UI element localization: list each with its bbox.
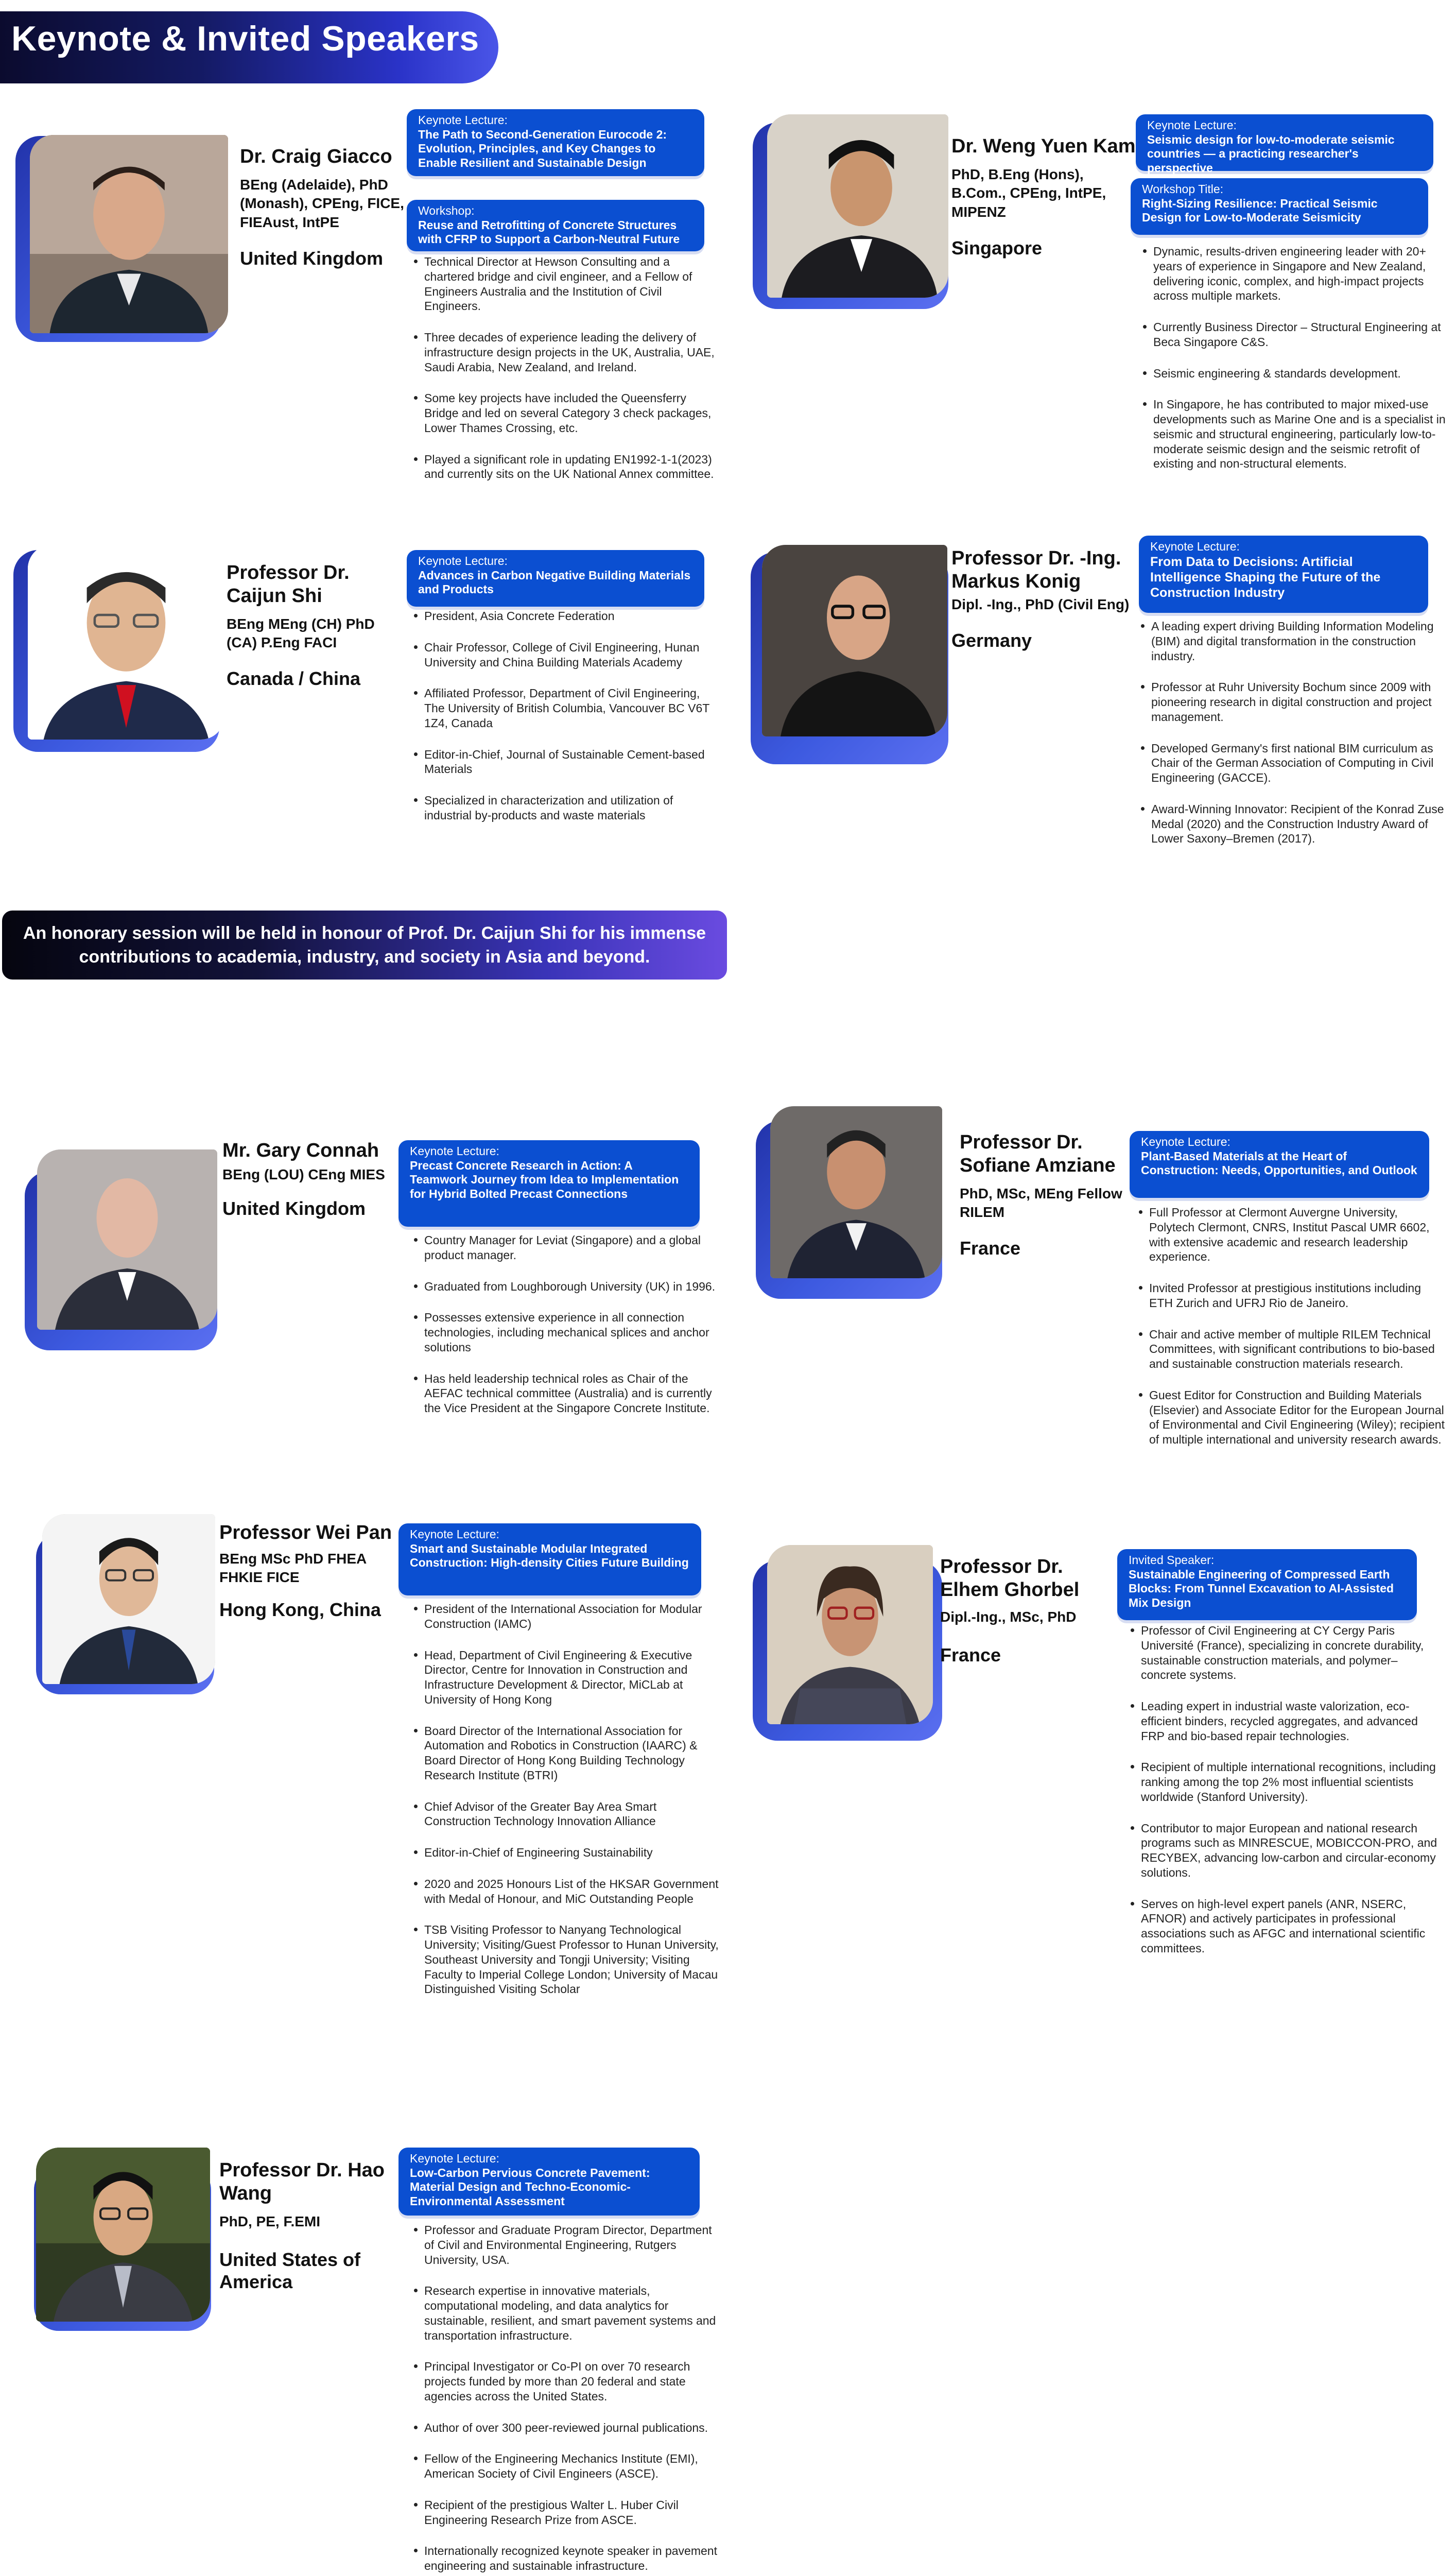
page-title: Keynote & Invited Speakers [11,19,479,58]
bio-item: Chief Advisor of the Greater Bay Area Smart Construction Technology Innovation Alliance [424,1799,720,1829]
talk-title: From Data to Decisions: Artificial Intelligence Shaping the Future of the Construction Industry [1150,554,1381,600]
talk-title: Right-Sizing Resilience: Practical Seismic Design for Low-to-Moderate Seismicity [1142,196,1378,225]
bio-item: President of the International Association for Modular Construction (IAMC) [424,1602,720,1632]
bio-list [412,609,723,839]
speaker-country: Canada / China [227,668,361,690]
bio-item: Recipient of multiple international recognitions, including ranking among the top 2% most influential scientists worldwide (Stanford University). [1141,1760,1442,1804]
bio-item: 2020 and 2025 Honours List of the HKSAR Government with Medal of Honour, and MiC Outstanding People [424,1877,720,1907]
bio-item: Recipient of the prestigious Walter L. Huber Civil Engineering Research Prize from ASCE. [424,2498,718,2528]
bio-item: Three decades of experience leading the delivery of infrastructure design projects in the UK, Australia, UAE, Saudi Arabia, New Zealand, and Ireland. [424,330,720,374]
speaker-name: Professor Dr. Sofiane Amziane [960,1131,1116,1176]
talk-kind: Keynote Lecture: [410,1527,499,1541]
bio-item: In Singapore, he has contributed to major mixed-use developments such as Marine One and is a specialist in seismic and structural engineering, particularly low-to-moderate seismic design and the seismic retrofit of existing and non-structural elements. [1153,397,1449,471]
bio-item: Professor of Civil Engineering at CY Cergy Paris Université (France), specializing in concrete durability, sustainable construction materials, and polymer–concrete systems. [1141,1623,1442,1683]
talk-box [398,2148,700,2216]
speaker-photo [762,545,947,736]
talk-box [1117,1549,1417,1620]
speaker-credentials: Dipl.-Ing., MSc, PhD [940,1608,1077,1625]
speaker-credentials: PhD, B.Eng (Hons), B.Com., CPEng, IntPE, MIPENZ [951,166,1106,220]
bio-list [412,1602,720,2013]
bio-item: Guest Editor for Construction and Building Materials (Elsevier) and Associate Editor for the European Journal of Environmental and Civil Engineering (Wiley); recipient of multiple international and university research awards. [1149,1388,1445,1446]
bio-item: Fellow of the Engineering Mechanics Institute (EMI), American Society of Civil Engineers (ASCE). [424,2451,718,2481]
talk-kind: Invited Speaker: [1129,1553,1215,1567]
speaker-photo [770,1106,942,1278]
bio-item: Dynamic, results-driven engineering leader with 20+ years of experience in Singapore and New Zealand, delivering iconic, complex, and high-impact projects across multiple markets. [1153,244,1449,303]
bio-item: Award-Winning Innovator: Recipient of the Konrad Zuse Medal (2020) and the Construction Industry Award of Lower Saxony–Bremen (2017). [1151,802,1444,846]
talk-box [398,1140,700,1227]
speaker-country: France [960,1238,1021,1259]
bio-item: A leading expert driving Building Information Modeling (BIM) and digital transformation in the construction industry. [1151,619,1445,663]
bio-item: Internationally recognized keynote speaker in pavement engineering and sustainable infrastructure. [424,2544,717,2572]
bio-item: Chair Professor, College of Civil Engineering, Hunan University and China Building Materials Academy [424,640,723,670]
bio-item: Graduated from Loughborough University (UK) in 1996. [424,1279,718,1294]
speaker-country: United Kingdom [222,1198,366,1220]
bio-list [412,254,720,498]
bio-list [1129,1623,1442,1972]
talk-kind: Keynote Lecture: [418,113,508,127]
talk-box [407,109,704,176]
bio-item: Technical Director at Hewson Consulting and a chartered bridge and civil engineer, and a Fellow of Engineers Australia and the Institution of Civil Engineers. [424,254,720,314]
talk-box [1136,114,1433,175]
speaker-credentials: Dipl. -Ing., PhD (Civil Eng) [951,596,1130,612]
bio-item: Has held leadership technical roles as Chair of the AEFAC technical committee (Australia) and is currently the Vice President at the Singapore Concrete Institute. [424,1371,718,1416]
speaker-country: United States of America [219,2249,361,2293]
bio-item: Author of over 300 peer-reviewed journal publications. [424,2420,718,2435]
speaker-credentials: PhD, PE, F.EMI [219,2213,321,2229]
bio-list [412,2223,718,2575]
bio-item: Country Manager for Leviat (Singapore) and a global product manager. [424,1233,718,1263]
bio-item: Seismic engineering & standards development. [1153,366,1449,381]
talk-title: Reuse and Retrofitting of Concrete Structures with CFRP to Support a Carbon-Neutral Future [418,218,680,246]
bio-item: Professor at Ruhr University Bochum since 2009 with pioneering research in digital construction and project management. [1151,680,1445,724]
bio-list [1139,619,1445,863]
talk-title: Advances in Carbon Negative Building Materials and Products [418,568,691,596]
bio-item: Professor and Graduate Program Director, Department of Civil and Environmental Engineering, Rutgers University, USA. [424,2223,718,2267]
speaker-photo [767,114,948,298]
speaker-credentials: PhD, MSc, MEng Fellow RILEM [960,1185,1122,1221]
speaker-photo [37,1149,217,1330]
speaker-name: Dr. Craig Giacco [240,146,392,167]
bio-item: Possesses extensive experience in all connection technologies, including mechanical splices and anchor solutions [424,1310,718,1354]
speaker-photo [42,1514,215,1684]
speaker-credentials: BEng MEng (CH) PhD (CA) P.Eng FACI [227,615,375,651]
bio-list [412,1233,718,1432]
talk-box [1131,178,1428,235]
bio-item: Serves on high-level expert panels (ANR, NSERC, AFNOR) and actively participates in professional associations such as AFGC and international scientific committees. [1141,1897,1442,1956]
bio-item: Full Professor at Clermont Auvergne University, Polytech Clermont, CNRS, Institut Pascal UMR 6602, with extensive academic and research leadership experience. [1149,1205,1445,1264]
bio-item: Editor-in-Chief, Journal of Sustainable Cement-based Materials [424,747,723,777]
bio-item: TSB Visiting Professor to Nanyang Technological University; Visiting/Guest Professor to Hunan University, Southeast University and Tongji University; Visiting Faculty to Imperial College London; University of Macau Distinguished Visiting Scholar [424,1922,720,1997]
talk-kind: Workshop: [418,204,475,217]
speaker-photo [28,545,224,740]
talk-title: Precast Concrete Research in Action: A Teamwork Journey from Idea to Implementation for Hybrid Bolted Precast Connections [410,1158,679,1200]
speaker-country: Germany [951,630,1032,651]
talk-box [398,1523,701,1595]
talk-box [1139,536,1428,613]
honour-banner: An honorary session will be held in honour of Prof. Dr. Caijun Shi for his immense contributions to academia, industry, and society in Asia and beyond. [2,911,727,980]
bio-item: President, Asia Concrete Federation [424,609,723,624]
bio-item: Currently Business Director – Structural Engineering at Beca Singapore C&S. [1153,320,1449,350]
speaker-name: Professor Dr. Hao Wang [219,2159,385,2204]
talk-title: Seismic design for low-to-moderate seismic countries — a practicing researcher's perspective [1147,132,1395,175]
speaker-photo [36,2148,210,2322]
talk-title: The Path to Second-Generation Eurocode 2: Evolution, Principles, and Key Changes to Enable Resilient and Sustainable Design [418,127,667,169]
speaker-credentials: BEng (LOU) CEng MIES [222,1166,385,1182]
speaker-name: Professor Dr. -Ing. Markus Konig [951,547,1121,592]
talk-kind: Keynote Lecture: [1147,118,1237,132]
speaker-credentials: BEng (Adelaide), PhD (Monash), CPEng, FICE, FIEAust, IntPE [240,176,404,230]
speaker-country: Singapore [951,237,1043,259]
bio-item: Principal Investigator or Co-PI on over 70 research projects funded by more than 20 federal and state agencies across the United States. [424,2359,718,2404]
speaker-country: France [940,1644,1001,1666]
bio-item: Chair and active member of multiple RILEM Technical Committees, with significant contributions to bio-based and sustainable construction materials research. [1149,1327,1445,1371]
bio-item: Affiliated Professor, Department of Civil Engineering, The University of British Columbia, Vancouver BC V6T 1Z4, Canada [424,686,723,730]
bio-item: Some key projects have included the Queensferry Bridge and led on several Category 3 check packages, Lower Thames Crossing, etc. [424,391,720,435]
talk-kind: Keynote Lecture: [418,554,508,568]
talk-kind: Workshop Title: [1142,182,1224,196]
speaker-photo [767,1545,933,1724]
bio-item: Contributor to major European and national research programs such as MINRESCUE, MOBICCON-PRO, and RECYBEX, advancing low-carbon and circular-economy solutions. [1141,1821,1442,1880]
talk-box [407,200,704,251]
speaker-country: Hong Kong, China [219,1599,381,1620]
bio-item: Research expertise in innovative materials, computational modeling, and data analytics for sustainable, resilient, and smart pavement systems and transportation infrastructure. [424,2284,718,2343]
speaker-name: Professor Wei Pan [219,1522,392,1543]
bio-item: Board Director of the International Association for Automation and Robotics in Construction (IAARC) & Board Director of Hong Kong Building Technology Research Institute (BTRI) [424,1724,720,1783]
talk-kind: Keynote Lecture: [1141,1135,1230,1148]
bio-item: Invited Professor at prestigious institutions including ETH Zurich and UFRJ Rio de Janeiro. [1149,1281,1445,1311]
bio-item: Editor-in-Chief of Engineering Sustainability [424,1845,720,1860]
speaker-photo [30,135,228,333]
talk-box [407,550,704,607]
talk-title: Smart and Sustainable Modular Integrated Construction: High-density Cities Future Building [410,1541,689,1570]
bio-item: Head, Department of Civil Engineering & Executive Director, Centre for Innovation in Construction and Infrastructure Development & Director, MiCLab at University of Hong Kong [424,1648,720,1707]
talk-kind: Keynote Lecture: [1150,540,1240,553]
speaker-name: Professor Dr. Caijun Shi [227,562,350,607]
bio-list [1141,244,1449,488]
speaker-name: Professor Dr. Elhem Ghorbel [940,1556,1080,1601]
bio-item: Played a significant role in updating EN1992-1-1(2023) and currently sits on the UK National Annex committee. [424,452,720,482]
talk-title: Plant-Based Materials at the Heart of Construction: Needs, Opportunities, and Outlook [1141,1149,1417,1177]
bio-item: Developed Germany's first national BIM curriculum as Chair of the German Association of Computing in Civil Engineering (GACCE). [1151,741,1445,785]
talk-kind: Keynote Lecture: [410,1144,499,1158]
speaker-credentials: BEng MSc PhD FHEA FHKIE FICE [219,1550,367,1586]
talk-box [1130,1131,1429,1198]
speaker-name: Mr. Gary Connah [222,1140,379,1161]
talk-kind: Keynote Lecture: [410,2152,499,2165]
bio-list [1137,1205,1445,1464]
speaker-name: Dr. Weng Yuen Kam [951,135,1136,157]
speaker-country: United Kingdom [240,248,383,269]
talk-title: Sustainable Engineering of Compressed Earth Blocks: From Tunnel Excavation to AI-Assisted Mix Design [1129,1567,1394,1609]
bio-item: Leading expert in industrial waste valorization, eco-efficient binders, recycled aggregates, and advanced FRP and bio-based repair technologies. [1141,1699,1442,1743]
bio-item: Specialized in characterization and utilization of industrial by-products and waste materials [424,793,723,823]
talk-title: Low-Carbon Pervious Concrete Pavement: Material Design and Techno-Economic-Environmental Assessment [410,2166,650,2208]
